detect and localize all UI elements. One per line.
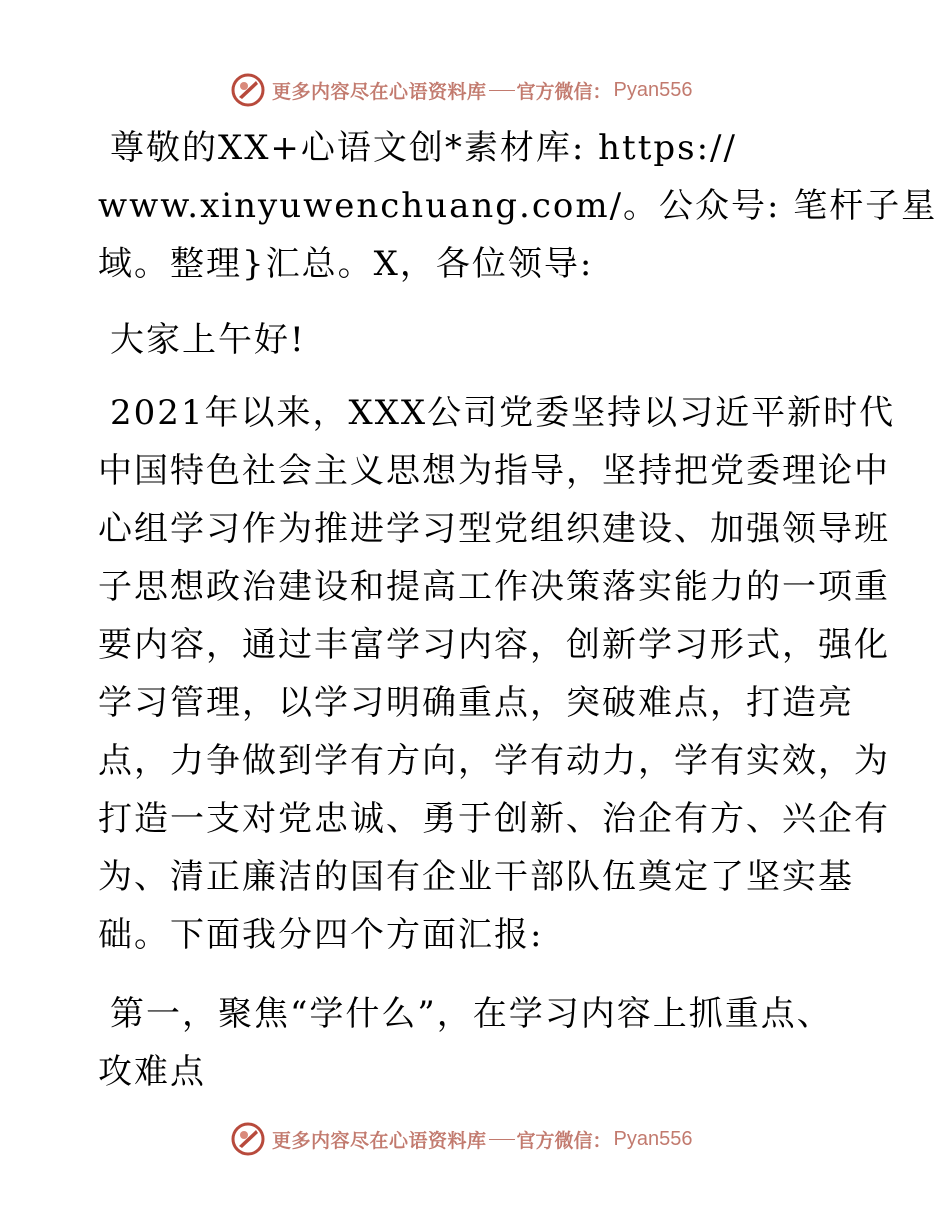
watermark-wechat-id: Pyan556 — [613, 1127, 693, 1150]
watermark-wechat-id: Pyan556 — [613, 78, 693, 101]
red-circle-logo-icon — [230, 1121, 266, 1157]
text-line: 第一，聚焦“学什么”，在学习内容上抓重点、 — [110, 994, 833, 1034]
watermark-banner-bottom — [230, 1121, 693, 1157]
intro-paragraph — [98, 384, 896, 964]
watermark-site-text: 更多内容尽在心语资料库 — [272, 80, 487, 103]
text-line: 2021年以来，XXX公司党委坚持以习近平新时代 — [110, 393, 896, 433]
salutation-text: 大家上午好! — [110, 320, 306, 360]
text-line: 攻难点 — [98, 1052, 206, 1092]
text-line: 域。整理}汇总。X，各位领导: — [98, 244, 594, 284]
text-line: 打造一支对党忠诚、勇于创新、治企有方、兴企有 — [98, 799, 890, 839]
section-heading — [98, 985, 858, 1101]
greeting-paragraph — [98, 119, 938, 293]
watermark-divider — [489, 1139, 515, 1140]
watermark-official-label: 官方微信： — [516, 80, 612, 103]
text-line: 中国特色社会主义思想为指导，坚持把党委理论中 — [98, 451, 890, 491]
red-circle-logo-icon — [230, 72, 266, 108]
text-line: 点，力争做到学有方向，学有动力，学有实效，为 — [98, 741, 890, 781]
text-line: 为、清正廉洁的国有企业干部队伍奠定了坚实基 — [98, 857, 854, 897]
watermark-site-text: 更多内容尽在心语资料库 — [272, 1129, 487, 1152]
text-line: 要内容，通过丰富学习内容，创新学习形式，强化 — [98, 625, 890, 665]
salutation-paragraph — [98, 311, 858, 369]
text-line: 学习管理，以学习明确重点，突破难点，打造亮 — [98, 683, 854, 723]
watermark-official-label: 官方微信： — [516, 1129, 612, 1152]
text-line: 尊敬的XX+心语文创*素材库: https:// — [110, 128, 737, 168]
watermark-banner-top — [230, 72, 693, 108]
watermark-divider — [489, 90, 515, 91]
text-line: 子思想政治建设和提高工作决策落实能力的一项重 — [98, 567, 890, 607]
text-line: www.xinyuwenchuang.com/。公众号: 笔杆子星 — [98, 186, 938, 226]
text-line: 心组学习作为推进学习型党组织建设、加强领导班 — [98, 509, 890, 549]
text-line: 础。下面我分四个方面汇报: — [98, 915, 544, 955]
